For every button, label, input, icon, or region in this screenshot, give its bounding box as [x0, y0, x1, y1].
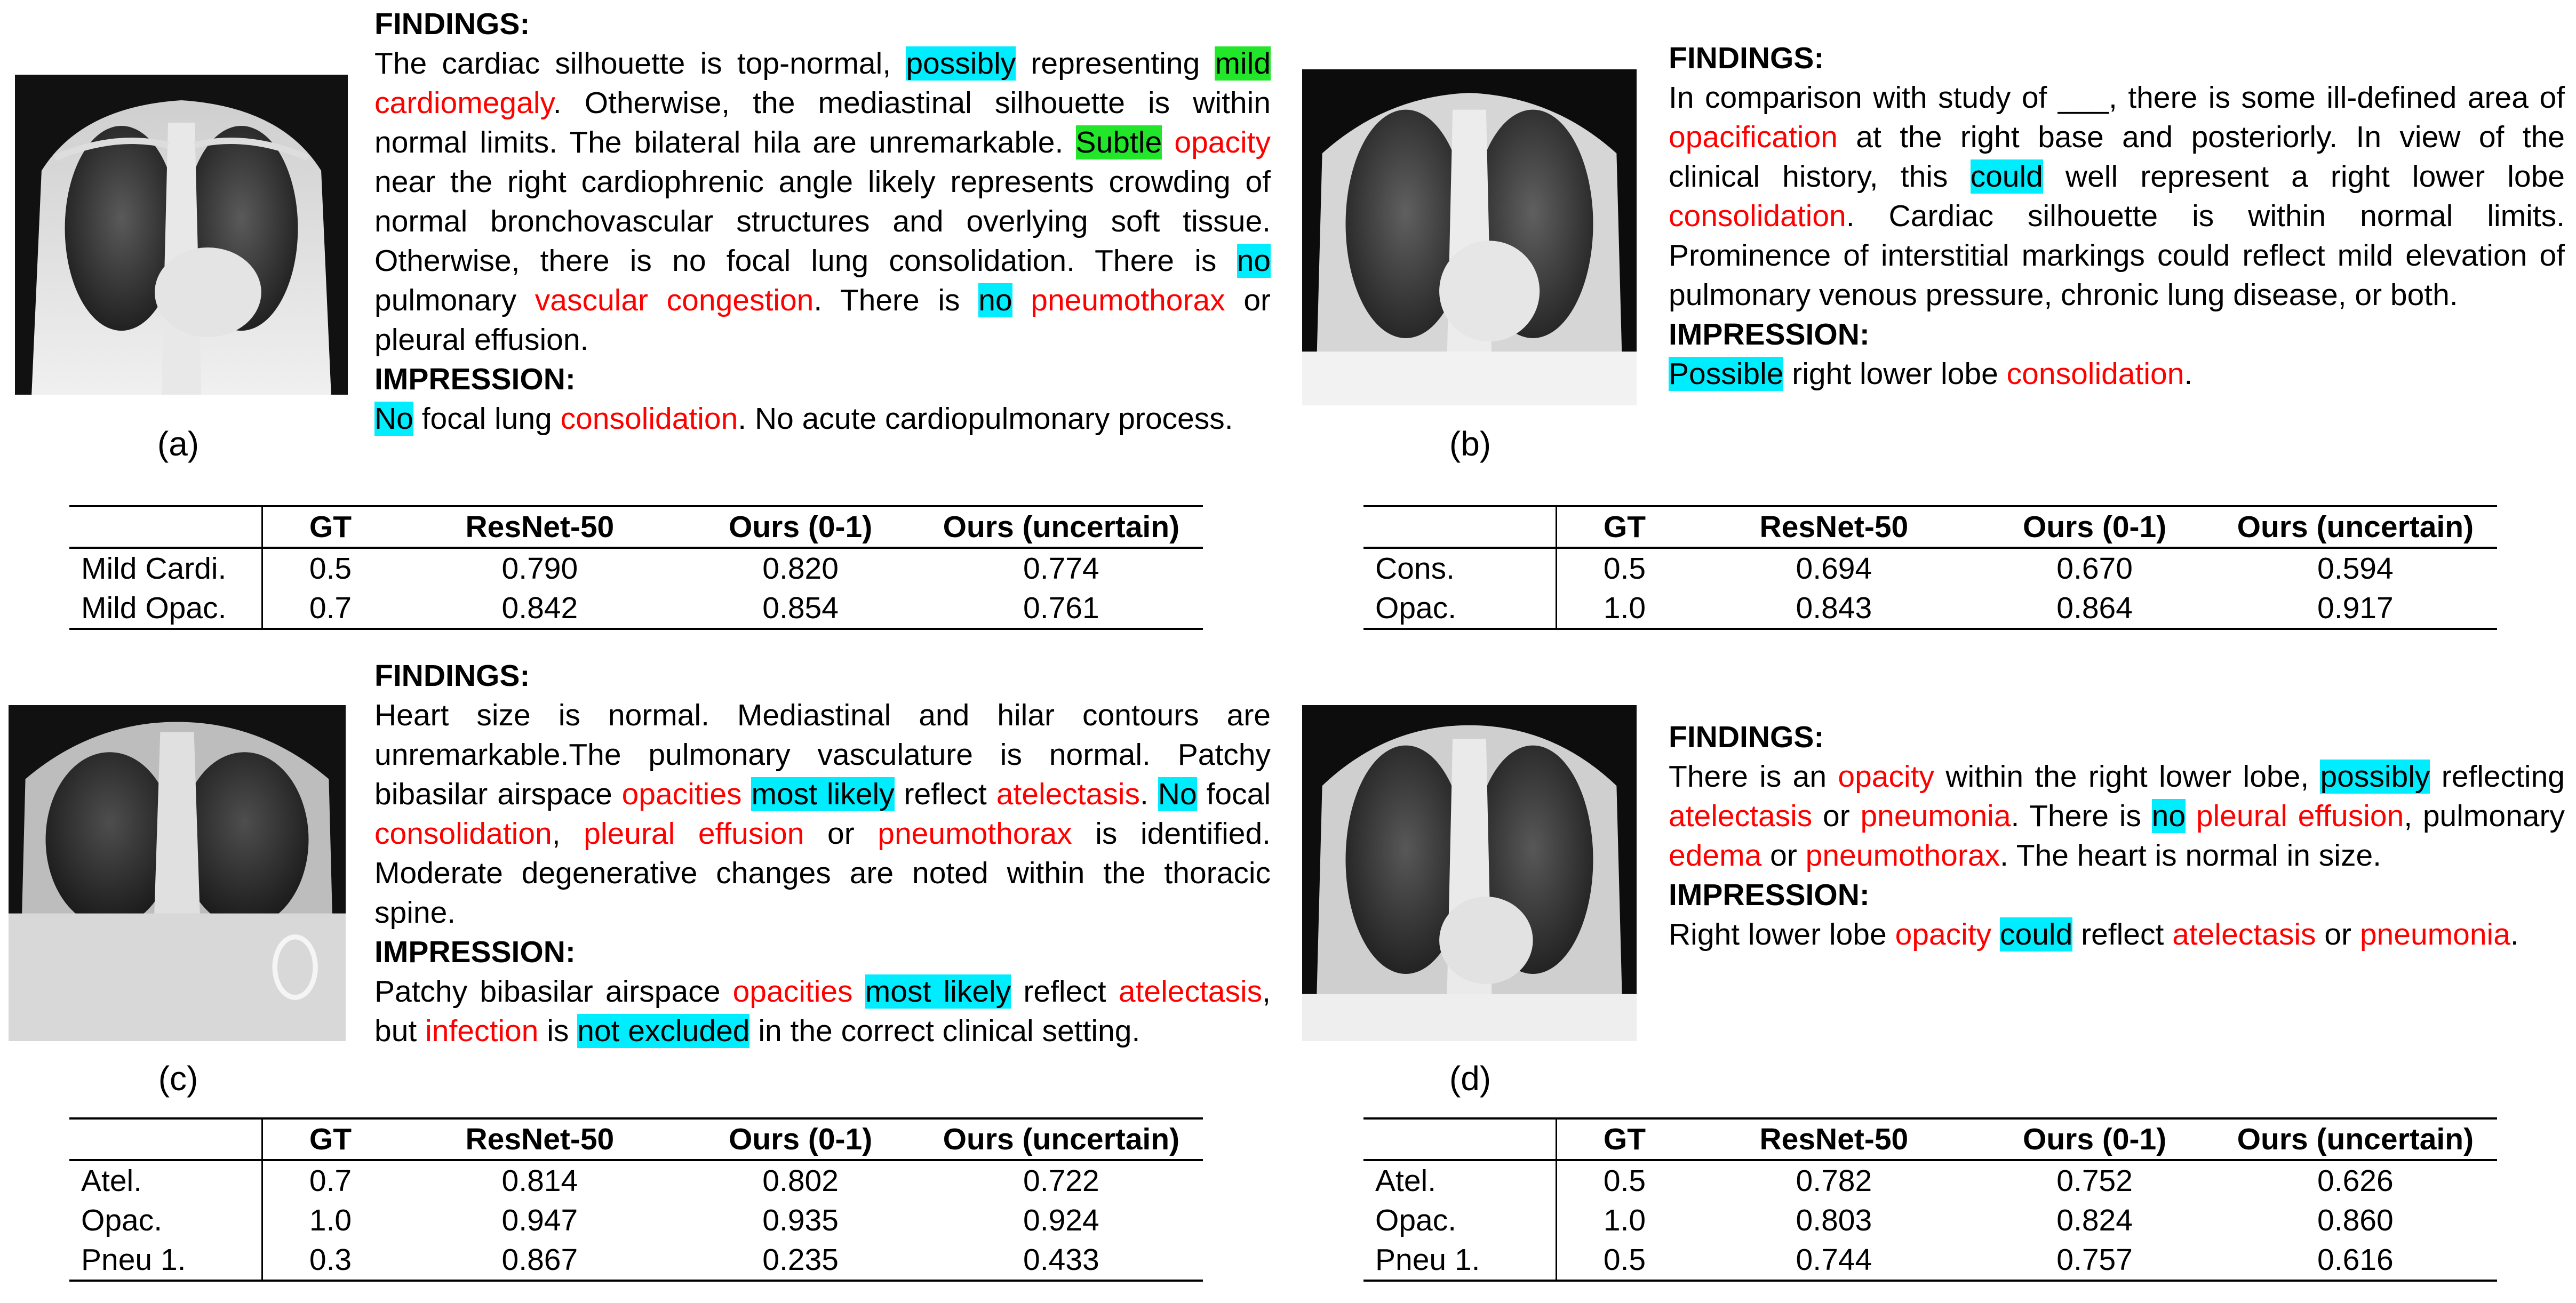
impression-header-c: IMPRESSION:	[374, 935, 576, 969]
table-cell: 0.670	[2056, 551, 2133, 586]
uncertainty-term: not excluded	[577, 1014, 750, 1048]
table-cell: 0.854	[762, 591, 839, 625]
uncertainty-term: most likely	[865, 974, 1011, 1009]
table-cell: 1.0	[309, 1203, 352, 1237]
row-label: Pneu 1.	[1363, 1240, 1556, 1281]
row-label: Opac.	[1363, 588, 1556, 629]
finding-term: opacity	[1174, 125, 1271, 159]
table-header-row	[1363, 506, 2497, 548]
table-cell: 0.433	[1023, 1243, 1099, 1277]
findings-text-a: The cardiac silhouette is top-normal, possibly representing mild cardiomegaly. Otherwise, the mediastinal silhouette is within normal limits. The bilateral hila are unremarkable. Subtle opacity near the right cardiophrenic angle likely represents crowding of normal bronchovascular structures and overlying soft tissue. Otherwise, there is no focal lung consolidation. There is no pulmonary vascular congestion. There is no pneumothorax or pleural effusion.	[374, 46, 1271, 357]
table-cell: 0.722	[1023, 1164, 1099, 1198]
impression-text-b: Possible right lower lobe consolidation.	[1669, 357, 2193, 391]
table-row	[1363, 1201, 2497, 1240]
table-cell: 0.843	[1796, 591, 1872, 625]
table-cell: 0.782	[1796, 1164, 1872, 1198]
table-cell: 0.5	[1603, 1243, 1646, 1277]
table-cell: 0.860	[2317, 1203, 2394, 1237]
report-b	[1669, 38, 2565, 394]
column-header: Ours (uncertain)	[2237, 510, 2474, 544]
row-label: Opac.	[1363, 1201, 1556, 1240]
uncertainty-term: could	[2000, 917, 2073, 952]
caption-c: (c)	[158, 1059, 198, 1098]
row-label: Cons.	[1363, 548, 1556, 588]
xray-image-a	[15, 75, 348, 395]
findings-text-c: Heart size is normal. Mediastinal and hilar contours are unremarkable.The pulmonary vasculature is normal. Patchy bibasilar airspace opacities most likely reflect atelectasis. No focal consolidation, pleural effusion or pneumothorax is identified. Moderate degenerative changes are noted within the thoracic spine.	[374, 698, 1271, 930]
table-cell: 0.917	[2317, 591, 2394, 625]
uncertainty-term: most likely	[751, 777, 895, 811]
table-row	[69, 548, 1203, 588]
table-cell: 0.867	[501, 1243, 578, 1277]
table-cell: 0.3	[309, 1243, 352, 1277]
finding-term: pneumothorax	[1031, 283, 1225, 317]
report-c	[374, 656, 1271, 1051]
table-cell: 0.774	[1023, 551, 1099, 586]
findings-header-a: FINDINGS:	[374, 7, 530, 41]
caption-b: (b)	[1449, 425, 1492, 463]
finding-term: consolidation	[1669, 199, 1846, 233]
results-table-b	[1363, 505, 2497, 630]
impression-text-a: No focal lung consolidation. No acute cardiopulmonary process.	[374, 402, 1233, 436]
table-header-row	[69, 1118, 1203, 1160]
finding-term: opacification	[1669, 120, 1838, 154]
row-label: Mild Opac.	[69, 588, 262, 629]
table-cell: 0.235	[762, 1243, 839, 1277]
row-label: Mild Cardi.	[69, 548, 262, 588]
uncertainty-term: Subtle	[1075, 125, 1162, 159]
results-table-c	[69, 1117, 1203, 1282]
column-header: Ours (uncertain)	[943, 510, 1180, 544]
finding-term: pneumonia	[2359, 917, 2510, 952]
findings-header-c: FINDINGS:	[374, 659, 530, 693]
table-cell: 0.5	[1603, 551, 1646, 586]
table-cell: 0.7	[309, 1164, 352, 1198]
table-cell: 0.744	[1796, 1243, 1872, 1277]
finding-term: infection	[425, 1014, 539, 1048]
caption-a: (a)	[157, 425, 200, 463]
column-header-label	[69, 1118, 262, 1160]
xray-image-d	[1302, 705, 1637, 1041]
row-label: Atel.	[69, 1160, 262, 1201]
table-cell: 0.820	[762, 551, 839, 586]
uncertainty-term: mild	[1215, 46, 1271, 81]
uncertainty-term: Possible	[1669, 357, 1784, 391]
finding-term: pneumonia	[1860, 799, 2011, 833]
table-cell: 0.935	[762, 1203, 839, 1237]
finding-term: atelectasis	[2172, 917, 2316, 952]
table-cell: 0.5	[309, 551, 352, 586]
finding-term: atelectasis	[996, 777, 1141, 811]
table-cell: 1.0	[1603, 591, 1646, 625]
caption-d: (d)	[1449, 1059, 1492, 1098]
column-header-label	[1363, 506, 1556, 548]
table-row	[69, 1240, 1203, 1281]
column-header: Ours (0-1)	[729, 510, 873, 544]
column-header: Ours (0-1)	[729, 1122, 873, 1156]
table-cell: 0.790	[501, 551, 578, 586]
finding-term: pleural effusion	[2196, 799, 2404, 833]
uncertainty-term: no	[2151, 799, 2186, 833]
table-cell: 0.814	[501, 1164, 578, 1198]
column-header: ResNet-50	[1759, 510, 1909, 544]
finding-term: opacities	[732, 974, 853, 1009]
uncertainty-term: No	[374, 402, 413, 436]
column-header-label	[1363, 1118, 1556, 1160]
table-row	[69, 1201, 1203, 1240]
uncertainty-term: possibly	[2320, 760, 2430, 794]
table-cell: 0.752	[2056, 1164, 2133, 1198]
finding-term: opacities	[621, 777, 742, 811]
impression-text-d: Right lower lobe opacity could reflect atelectasis or pneumonia.	[1669, 917, 2519, 952]
table-row	[1363, 548, 2497, 588]
column-header: GT	[1603, 1122, 1646, 1156]
finding-term: atelectasis	[1669, 799, 1813, 833]
uncertainty-term: could	[1970, 159, 2043, 194]
finding-term: opacity	[1895, 917, 1992, 952]
table-cell: 0.694	[1796, 551, 1872, 586]
uncertainty-term: no	[1237, 244, 1271, 278]
column-header: GT	[1603, 510, 1646, 544]
xray-image-c	[9, 705, 346, 1041]
column-header: GT	[309, 1122, 352, 1156]
table-cell: 1.0	[1603, 1203, 1646, 1237]
finding-term: atelectasis	[1118, 974, 1263, 1009]
findings-text-b: In comparison with study of ___, there is some ill-defined area of opacification at the right base and posteriorly. In view of the clinical history, this could well represent a right lower lobe consolidation. Cardiac silhouette is within normal limits. Prominence of interstitial markings could reflect mild elevation of pulmonary venous pressure, chronic lung disease, or both.	[1669, 81, 2565, 312]
column-header-label	[69, 506, 262, 548]
table-cell: 0.803	[1796, 1203, 1872, 1237]
findings-header-d: FINDINGS:	[1669, 720, 1824, 754]
results-table-d	[1363, 1117, 2497, 1282]
table-cell: 0.594	[2317, 551, 2394, 586]
finding-term: consolidation	[560, 402, 738, 436]
row-label: Pneu 1.	[69, 1240, 262, 1281]
report-d	[1669, 717, 2565, 954]
xray-b-graphic	[1302, 69, 1637, 405]
finding-term: pneumothorax	[1805, 838, 2000, 873]
column-header: GT	[309, 510, 352, 544]
table-cell: 0.7	[309, 591, 352, 625]
table-cell: 0.5	[1603, 1164, 1646, 1198]
table-cell: 0.802	[762, 1164, 839, 1198]
finding-term: pneumothorax	[878, 817, 1072, 851]
table-header-row	[69, 506, 1203, 548]
table-cell: 0.757	[2056, 1243, 2133, 1277]
table-cell: 0.924	[1023, 1203, 1099, 1237]
uncertainty-term: no	[978, 283, 1012, 317]
findings-text-d: There is an opacity within the right lower lobe, possibly reflecting atelectasis or pneumonia. There is no pleural effusion, pulmonary edema or pneumothorax. The heart is normal in size.	[1669, 760, 2565, 873]
column-header: Ours (0-1)	[2023, 1122, 2167, 1156]
table-cell: 0.761	[1023, 591, 1099, 625]
xray-image-b	[1302, 69, 1637, 405]
column-header: ResNet-50	[465, 1122, 615, 1156]
column-header: ResNet-50	[1759, 1122, 1909, 1156]
findings-header-b: FINDINGS:	[1669, 41, 1824, 75]
uncertainty-term: No	[1158, 777, 1197, 811]
finding-term: opacity	[1838, 760, 1934, 794]
uncertainty-term: possibly	[906, 46, 1016, 81]
table-row	[69, 588, 1203, 629]
table-row	[1363, 1240, 2497, 1281]
row-label: Opac.	[69, 1201, 262, 1240]
table-row	[1363, 588, 2497, 629]
finding-term: pleural effusion	[584, 817, 804, 851]
table-cell: 0.947	[501, 1203, 578, 1237]
table-cell: 0.842	[501, 591, 578, 625]
column-header: Ours (uncertain)	[2237, 1122, 2474, 1156]
column-header: Ours (uncertain)	[943, 1122, 1180, 1156]
table-cell: 0.626	[2317, 1164, 2394, 1198]
xray-c-graphic	[9, 705, 346, 1041]
impression-text-c: Patchy bibasilar airspace opacities most likely reflect atelectasis, but infection is not excluded in the correct clinical setting.	[374, 974, 1271, 1048]
finding-term: consolidation	[374, 817, 552, 851]
xray-a-graphic	[15, 75, 348, 395]
finding-term: cardiomegaly	[374, 86, 553, 120]
table-header-row	[1363, 1118, 2497, 1160]
row-label: Atel.	[1363, 1160, 1556, 1201]
finding-term: vascular congestion	[535, 283, 814, 317]
impression-header-b: IMPRESSION:	[1669, 317, 1870, 351]
results-table-a	[69, 505, 1203, 630]
table-row	[69, 1160, 1203, 1201]
report-a	[374, 4, 1271, 438]
finding-term: edema	[1669, 838, 1762, 873]
table-cell: 0.824	[2056, 1203, 2133, 1237]
impression-header-d: IMPRESSION:	[1669, 878, 1870, 912]
impression-header-a: IMPRESSION:	[374, 362, 576, 396]
table-row	[1363, 1160, 2497, 1201]
table-cell: 0.616	[2317, 1243, 2394, 1277]
column-header: ResNet-50	[465, 510, 615, 544]
table-cell: 0.864	[2056, 591, 2133, 625]
column-header: Ours (0-1)	[2023, 510, 2167, 544]
xray-d-graphic	[1302, 705, 1637, 1041]
finding-term: consolidation	[2006, 357, 2184, 391]
